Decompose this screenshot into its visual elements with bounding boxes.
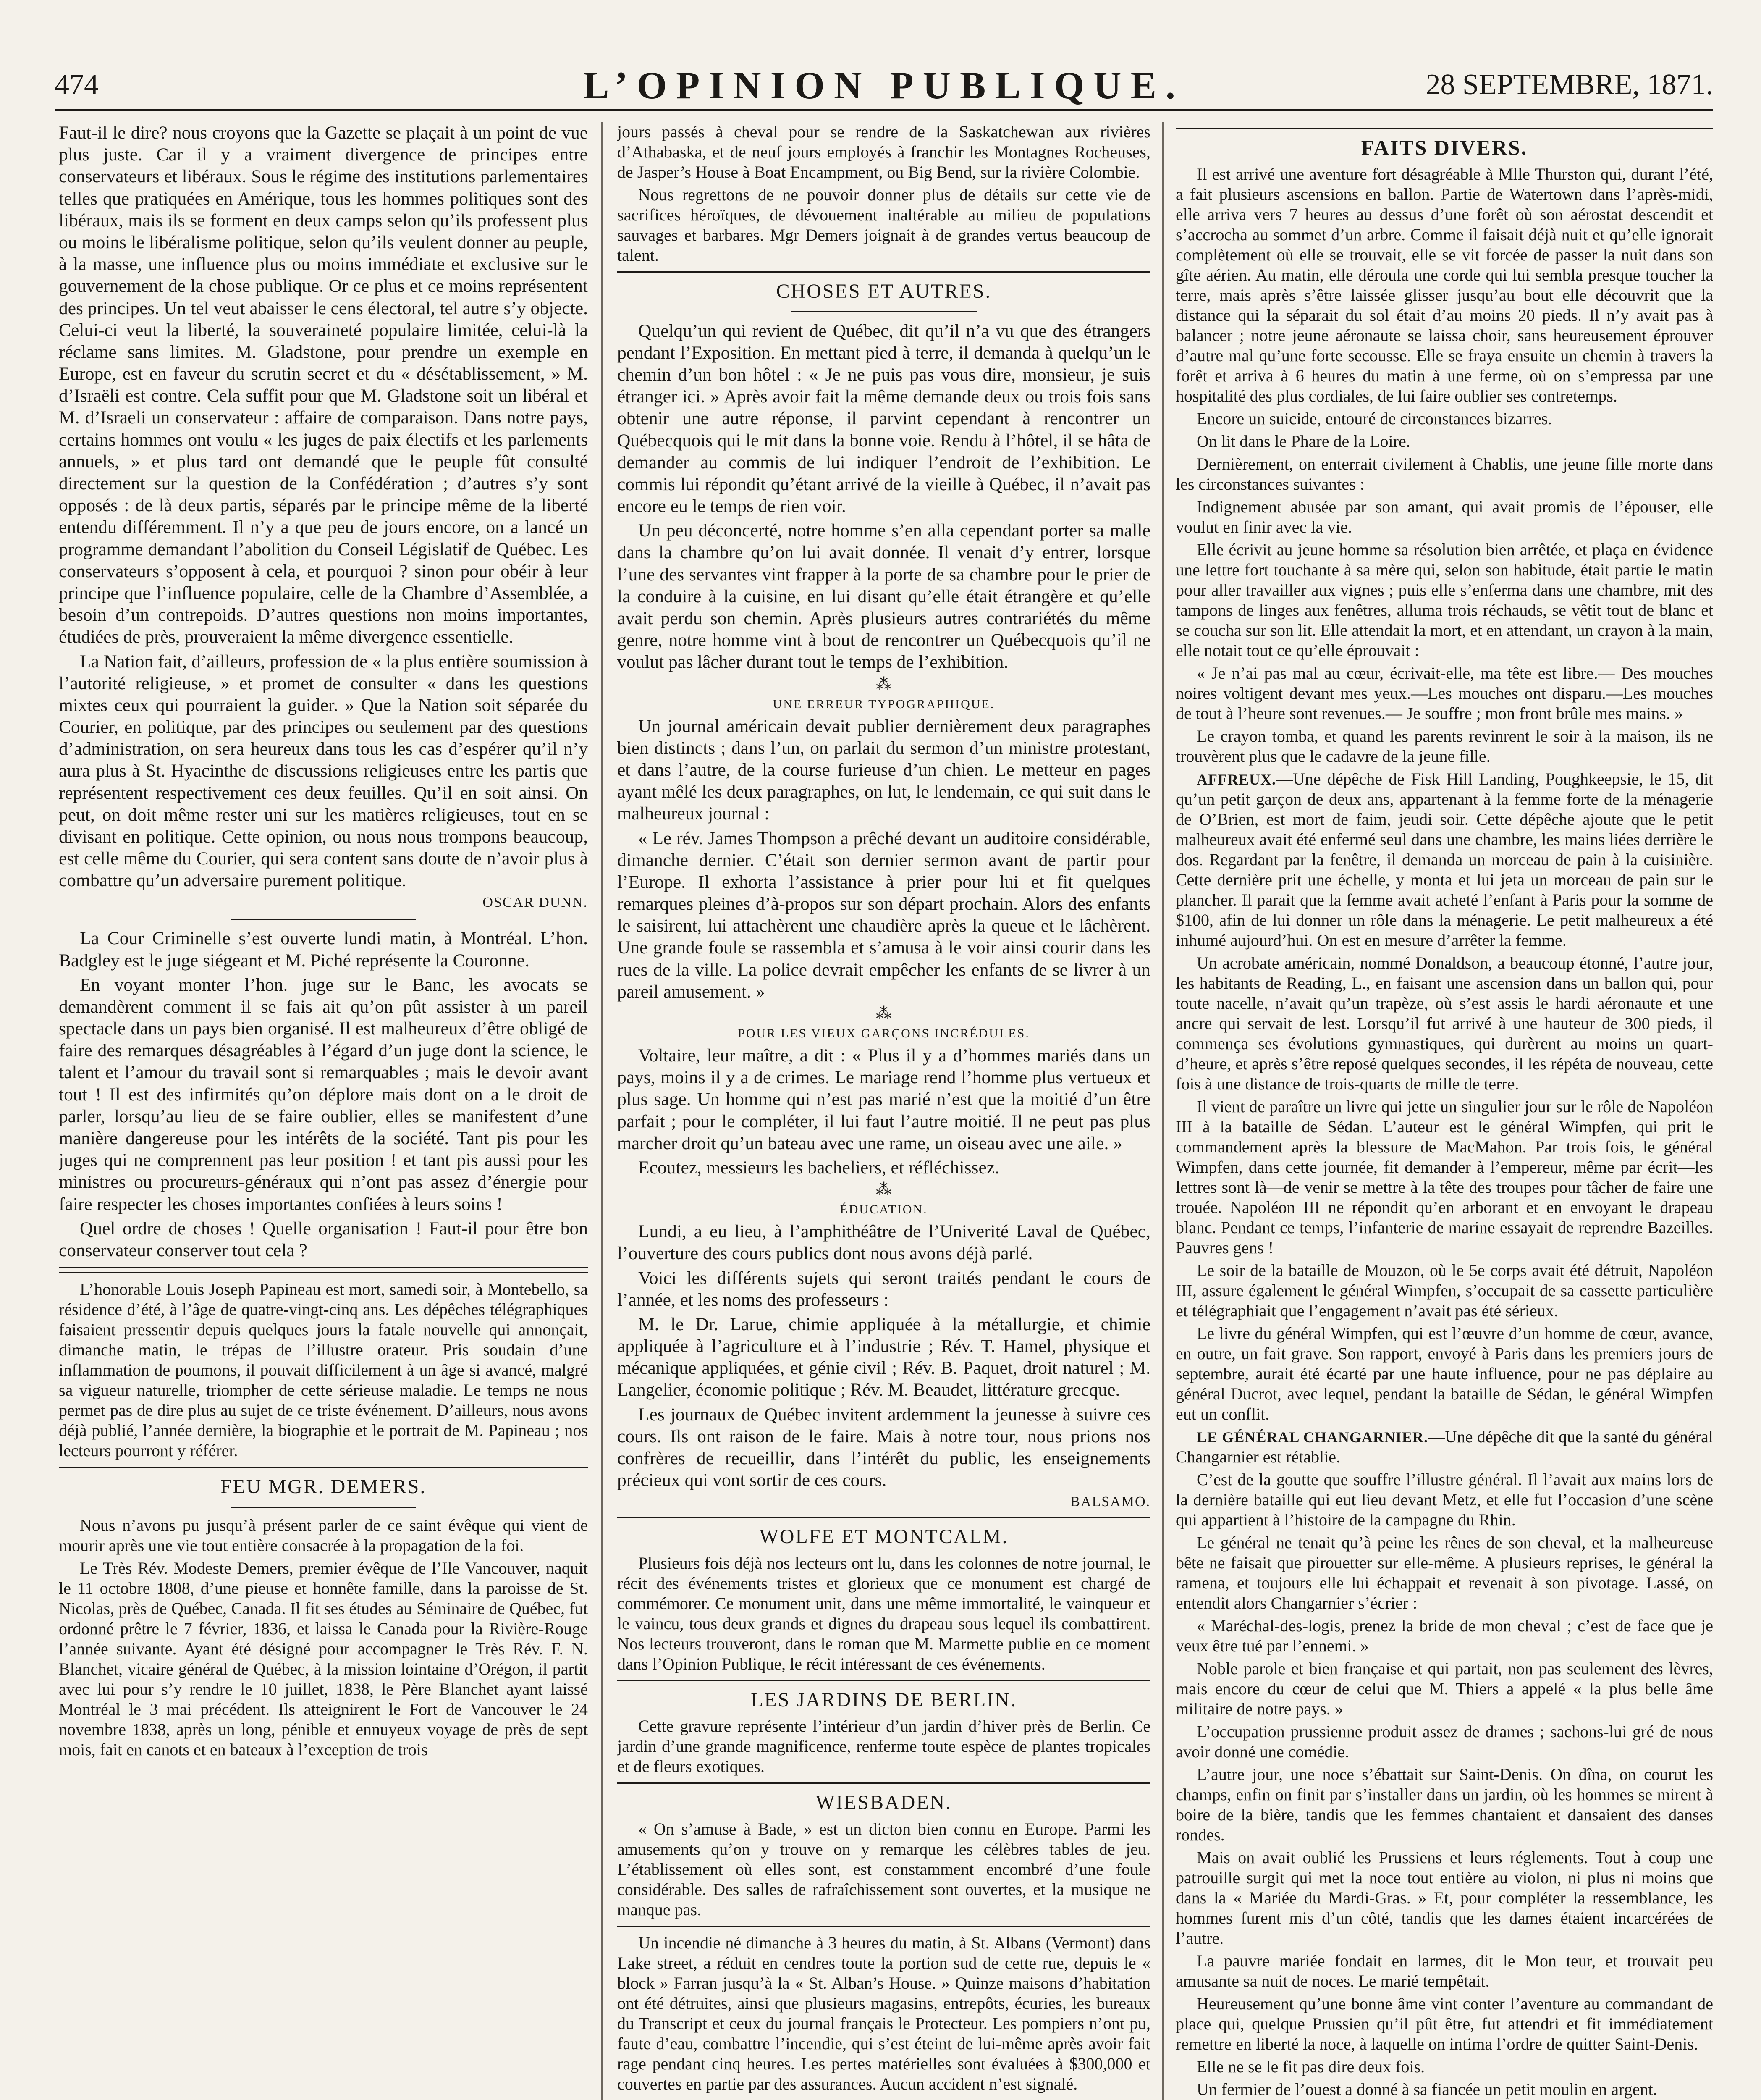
article-paragraph: Dernièrement, on enterrait civilement à Chablis, une jeune fille morte dans les circonstances suivantes :	[1176, 454, 1713, 494]
article-paragraph: Un peu déconcerté, notre homme s’en alla cependant porter sa malle dans la chambre qu’on lui avait donnée. Il venait d’y entrer, lorsque l’une des servantes vint frapper à la porte de sa chambre pour le prier de la conduire à la cuisine, en lui disant qu’elle était étrangère et qu’elle avait perdu son chemin. Après plusieurs autres contrariétés du même genre, notre homme vint à bout de rencontrer un Québecquois qu’il ne voulut pas lâcher durant tout le temps de l’exhibition.	[617, 520, 1150, 672]
article-paragraph: Le crayon tomba, et quand les parents revinrent le soir à la maison, ils ne trouvèrent plus que le cadavre de la jeune fille.	[1176, 727, 1713, 766]
article-paragraph: C’est de la goutte que souffre l’illustre général. Il l’avait aux mains lors de la dernière bataille qui eut lieu devant Metz, et elle fut l’occasion d’une scène qui appartient à l’histoire de la campagne du Rhin.	[1176, 1470, 1713, 1529]
masthead	[55, 63, 1713, 111]
page-number: 474	[55, 68, 99, 101]
article-paragraph: Nous n’avons pu jusqu’à présent parler de ce saint évêque qui vient de mourir après une vie tout entière consacrée à la propagation de la foi.	[59, 1515, 588, 1555]
section-heading: CHOSES ET AUTRES.	[776, 280, 992, 302]
separator	[617, 271, 1150, 273]
article-paragraph: Un acrobate américain, nommé Donaldson, a beaucoup étonné, l’autre jour, les habitants de Reading, L., en faisant une ascension dans un ballon qui, pour toute nacelle, n’avait qu’un trapèze, où s’est assis le hardi aéronaute et une ancre qui servait de lest. Lorsqu’il fut arrivé à une hauteur de 300 pieds, il commença ses évolutions gymnastiques, qui durèrent au moins un quart-d’heure, et après s’être reposé quelques secondes, il les répéta de nouveau, cette fois à une distance de trois-quarts de mille de terre.	[1176, 953, 1713, 1093]
section-heading: FAITS DIVERS.	[1361, 136, 1528, 159]
article-paragraph	[1176, 769, 1713, 950]
article-paragraph: La Nation fait, d’ailleurs, profession de « la plus entière soumission à l’autorité religieuse, » et promet de consulter « dans les questions mixtes ceux qui pourraient la guider. » Que la Nation soit séparée du Courier, en politique, par des principes ou seulement par des questions d’administration, on sera heureux dans tous les cas d’espérer qu’il n’y aura plus à St. Hyacinthe de discussions religieuses entre les partis que représentent respectivement ces deux feuilles. Qu’il en soit ainsi. On peut, on doit même rester uni sur les matières religieuses, tout en se divisant en politique. Cette opinion, ou nous nous trompons beaucoup, est celle même du Courier, qui sera content sans doute de n’avoir plus à combattre qu’un adversaire purement politique.	[59, 651, 588, 891]
article-paragraph: Les journaux de Québec invitent ardemment la jeunesse à suivre ces cours. Ils ont raison de le faire. Mais à notre tour, nous prions nos confrères de recueillir, dans l’intérêt du public, les enseignements précieux qui vont sortir de ces cours.	[617, 1404, 1150, 1491]
section-heading: FEU MGR. DEMERS.	[220, 1475, 427, 1498]
column-divider	[1162, 122, 1164, 2100]
wiesbaden-article	[617, 1819, 1150, 1920]
article-paragraph: Voltaire, leur maître, a dit : « Plus il y a d’hommes mariés dans un pays, moins il y a de crimes. Le mariage rend l’homme plus vertueux et plus sage. Un homme qui n’est pas marié n’est que la moitié d’un être parfait ; pour le compléter, il lui faut l’autre moitié. Il ne peut pas plus marcher droit qu’un bateau avec une rame, un oiseau avec une aile. »	[617, 1045, 1150, 1153]
item-text: —Une dépêche dit que la santé du général Changarnier est rétablie.	[1176, 1427, 1713, 1466]
article-paragraph: L’honorable Louis Joseph Papineau est mort, samedi soir, à Montebello, sa résidence d’été, à l’âge de quatre-vingt-cinq ans. Les dépêches télégraphiques faisaient pressentir depuis quelques jours la fatale nouvelle qui annonçait, dimanche matin, le trépas de l’illustre orateur. Pris soudain d’une inflammation de poumons, il pouvait difficilement à un âge si avancé, malgré sa vigueur naturelle, triompher de cette sérieuse maladie. Le temps ne nous permet pas de dire plus au sujet de ce triste événement. D’ailleurs, nous avons déjà publié, l’année dernière, la biographie et le portrait de M. Papineau ; nos lecteurs pourront y référer.	[59, 1280, 588, 1460]
article-paragraph: Le livre du général Wimpfen, qui est l’œuvre d’un homme de cœur, avance, en outre, un fait grave. Son rapport, envoyé à Paris dans les premiers jours de septembre, aurait été écarté par une haute influence, pour ne pas déplaire au général Ducrot, avec lequel, pendant la bataille de Sédan, le général Wimpfen eut un conflit.	[1176, 1324, 1713, 1423]
separator	[231, 1507, 416, 1508]
article-signature: BALSAMO.	[1070, 1494, 1150, 1510]
section-heading: LES JARDINS DE BERLIN.	[750, 1688, 1017, 1711]
separator	[231, 919, 416, 920]
article-paragraph: jours passés à cheval pour se rendre de la Saskatchewan aux rivières d’Athabaska, et de neuf jours employés à franchir les Montagnes Rocheuses, de Jasper’s House à Boat Encampment, ou Big Bend, sur la rivière Colombie.	[617, 122, 1150, 181]
faits-divers	[1176, 164, 1713, 2100]
article-paragraph: Cette gravure représente l’intérieur d’un jardin d’hiver près de Berlin. Ce jardin d’une grande magnificence, renferme toute espèce de plantes tropicales et de fleurs exotiques.	[617, 1717, 1150, 1776]
article-paragraph: « Le rév. James Thompson a prêché devant un auditoire considérable, dimanche dernier. C’était son dernier sermon avant de partir pour l’Europe. Il exhorta l’assistance à prier pour lui et fit quelques remarques pleines d’à-propos sur son départ prochain. Alors des enfants le saisirent, lui attachèrent une chaudière après la queue et le lâchèrent. Une grande foule se rassembla et s’amusa à le voir ainsi courir dans les rues de la ville. La police devrait empêcher les enfants de se livrer à un pareil amusement. »	[617, 828, 1150, 1002]
article-paragraph: M. le Dr. Larue, chimie appliquée à la métallurgie, et chimie appliquée à l’agriculture et à l’industrie ; Rév. T. Hamel, physique et mécanique appliquées, et génie civil ; Rév. B. Paquet, droit naturel ; M. Langelier, économie politique ; Rév. M. Beaudet, littérature grecque.	[617, 1314, 1150, 1400]
separator	[1176, 128, 1713, 129]
demers-article	[59, 1515, 588, 1760]
column-divider	[601, 122, 603, 2100]
separator	[617, 1782, 1150, 1784]
column-2	[617, 122, 1150, 2100]
article-paragraph: Heureusement qu’une bonne âme vint conter l’aventure au commandant de place qui, quelque Prussien qu’il pût être, fut attendri et fit immédiatement remettre en liberté la noce, à laquelle on intima l’ordre de quitter Saint-Denis.	[1176, 1994, 1713, 2053]
article-paragraph: Mais on avait oublié les Prussiens et leurs réglements. Tout à coup une patrouille surgit qui met la noce tout entière au violon, ni plus ni moins que dans la « Mariée du Mardi-Gras. » Et, pour compléter la ressemblance, les hommes furent mis d’un côté, tandis que les dames étaient incarcérées de l’autre.	[1176, 1848, 1713, 1948]
article-paragraph: L’autre jour, une noce s’ébattait sur Saint-Denis. On dîna, on courut les champs, enfin on finit par s’installer dans un jardin, où les hommes se mirent à boire de la bière, tandis que les femmes chantaient et dansaient des danses rondes.	[1176, 1765, 1713, 1844]
separator	[791, 311, 977, 312]
separator	[617, 1680, 1150, 1681]
section-heading: WIESBADEN.	[815, 1791, 952, 1814]
article-paragraph: Le général ne tenait qu’à peine les rênes de son cheval, et la malheureuse bête ne faisait que pirouetter sur elle-même. A plusieurs reprises, le général la ramena, et toujours elle lui échappait et revenait à son pivotage. Lassé, on entendit alors Changarnier s’écrier :	[1176, 1533, 1713, 1612]
article-paragraph: La Cour Criminelle s’est ouverte lundi matin, à Montréal. L’hon. Badgley est le juge siégeant et M. Piché représente la Couronne.	[59, 928, 588, 971]
article-paragraph: « Je n’ai pas mal au cœur, écrivait-elle, ma tête est libre.— Des mouches noires voltigent devant mes yeux.—Les mouches ont disparu.—Les mouches de tout à l’heure sont revenues.— Je souffre ; mon front brûle mes mains. »	[1176, 664, 1713, 723]
article-paragraph: Voici les différents sujets qui seront traités pendant le cours de l’année, et les noms des professeurs :	[617, 1268, 1150, 1310]
section-ornament: ⁂	[876, 1005, 892, 1023]
section-ornament: ⁂	[876, 1181, 892, 1199]
article-paragraph: Il est arrivé une aventure fort désagréable à Mlle Thurston qui, durant l’été, a fait plusieurs ascensions en ballon. Partie de Watertown dans l’après-midi, elle arriva vers 7 heures au dessus d’une forêt où son aérostat descendit et s’accrocha au sommet d’un arbre. Comme il faisait déjà nuit et qu’elle ignorait complètement où elle se trouvait, elle se vit forcée de passer la nuit dans son gîte aérien. Au matin, elle déroula une corde qui lui sembla presque toucher la terre, mais après s’être laissée glisser jusqu’au bout elle découvrit que la distance qui la séparait du sol était d’au moins 20 pieds. Il n’y avait pas à balancer ; notre jeune aéronaute se laissa choir, sans heureusement éprouver d’autre mal qu’une forte secousse. Elle se fraya ensuite un chemin à travers la forêt et arriva à 6 heures du matin à une ferme, où on s’empressa par une hospitalité des plus cordiales, de lui faire oublier ses contretemps.	[1176, 165, 1713, 405]
separator	[617, 1926, 1150, 1927]
subsection-heading: ÉDUCATION.	[840, 1202, 928, 1217]
article-paragraph: Le soir de la bataille de Mouzon, où le 5e corps avait été détruit, Napoléon III, assure également le général Wimpfen, s’occupait de sa cassette particulière et télégraphiait que l’engagement n’avait pas été sérieux.	[1176, 1261, 1713, 1320]
article-paragraph: « Maréchal-des-logis, prenez la bride de mon cheval ; c’est de face que je veux être tué par l’ennemi. »	[1176, 1616, 1713, 1655]
article-paragraph: Un fermier de l’ouest a donné à sa fiancée un petit moulin en argent.	[1197, 2080, 1657, 2099]
article-paragraph: Le Très Rév. Modeste Demers, premier évêque de l’Ile Vancouver, naquit le 11 octobre 1808, d’une pieuse et honnête famille, dans la paroisse de St. Nicolas, près de Québec, Canada. Il fit ses études au Séminaire de Québec, fut ordonné prêtre le 7 février, 1836, et laissa le Canada pour la Rivière-Rouge l’année suivante. Ayant été désigné pour accompagner le Très Rév. F. N. Blanchet, vicaire général de Québec, à la mission lointaine d’Orégon, il partit avec lui pour s’y rendre le 10 juillet, 1838, le Père Blanchet ayant laissé Montréal le 3 mai précédent. Ils atteignirent le Fort de Vancouver le 24 novembre 1838, après un long, pénible et ennuyeux voyage de près de sept mois, fait en canots et en bateaux à l’exception de trois	[59, 1558, 588, 1759]
article-paragraph: Indignement abusée par son amant, qui avait promis de l’épouser, elle voulut en finir avec la vie.	[1176, 497, 1713, 536]
newspaper-title: L’OPINION PUBLIQUE.	[583, 64, 1184, 107]
article-paragraph: Plusieurs fois déjà nos lecteurs ont lu, dans les colonnes de notre journal, le récit des événements tristes et glorieux que ce monument est chargé de commémorer. Ce monument unit, dans une même immortalité, le vainqueur et le vaincu, tous deux grands et dignes du drapeau sous lequel ils combattirent. Nos lecteurs trouveront, dans le roman que M. Marmette publie en ce moment dans l’Opinion Publique, le récit intéressant de ces événements.	[617, 1553, 1150, 1673]
incendie-article	[617, 1933, 1150, 2094]
article-paragraph: Ecoutez, messieurs les bacheliers, et réfléchissez.	[638, 1157, 999, 1178]
item-text: —Une dépêche de Fisk Hill Landing, Poughkeepsie, le 15, dit qu’un petit garçon de deux ans, appartenant à la femme forte de la ménagerie de O’Brien, est mort de faim, jeudi soir. Cette dépêche ajoute que le petit malheureux avait été enfermé seul dans une chambre, les mains liées derrière le dos. Regardant par la fenêtre, il demanda un morceau de pain à la cuisinière. Cette dernière prit une échelle, y monta et lui jeta un morceau de pain sur le plancher. Il parait que la femme avait acheté l’enfant à Paris pour la somme de $100, afin de lui donner un rôle dans la ménagerie. Le petit malheureux a été inhumé aujourd’hui. On est en mesure d’arrêter la femme.	[1176, 769, 1713, 950]
item-keyword: AFFREUX.	[1197, 771, 1276, 788]
article-paragraph	[1176, 1427, 1713, 1467]
article-paragraph: Il vient de paraître un livre qui jette un singulier jour sur le rôle de Napoléon III à la bataille de Sédan. L’auteur est le général Wimpfen, qui prit le commandement après la blessure de MacMahon. Par trois fois, le général Wimpfen, dans cette journée, fit demander à l’empereur, même par écrit—les lettres sont là—de venir se mettre à la tête des troupes pour tâcher de faire une trouée. Napoléon III ne répondit qu’en arborant et en envoyant le drapeau blanc. Pendant ce temps, l’infanterie de marine essayait de reprendre Bazeilles. Pauvres gens !	[1176, 1097, 1713, 1257]
separator	[617, 1517, 1150, 1518]
issue-date: 28 SEPTEMBRE, 1871.	[1426, 68, 1713, 101]
column-1	[59, 122, 588, 2100]
article-paragraph: La pauvre mariée fondait en larmes, dit le Mon teur, et trouvait peu amusante sa nuit de noces. Le marié tempêtait.	[1176, 1951, 1713, 1990]
article-paragraph: Noble parole et bien française et qui partait, non pas seulement des lèvres, mais encore du cœur de celui que M. Thiers a appelé « la plus belle âme militaire de notre pays. »	[1176, 1659, 1713, 1718]
jardins-article	[617, 1716, 1150, 1777]
article-paragraph: Faut-il le dire? nous croyons que la Gazette se plaçait à un point de vue plus juste. Car il y a vraiment divergence de principes entre conservateurs et libéraux. Sous le régime des institutions parlementaires telles que pratiquées en Amérique, tous les hommes politiques sont des libéraux, mais ils se forment en deux camps selon qu’ils professent plus ou moins le libéralisme politique, selon qu’ils veulent donner au peuple, à la masse, une influence plus ou moins immédiate et exclusive sur le gouvernement de la chose publique. Or ce plus et ce moins représentent des principes. Un tel veut abaisser le cens électoral, tel autre s’y objecte. Celui-ci veut la liberté, la souveraineté populaire limitée, celui-là la réclame sans limites. M. Gladstone, pour prendre un exemple en Europe, est en faveur du scrutin secret et du « désétablissement, » M. d’Israëli est contre. Cela suffit pour que M. Gladstone soit un libéral et M. d’Israeli un conservateur : affaire de comparaison. Dans notre pays, certains hommes ont voulu « les juges de paix électifs et les parlements annuels, » et plus tard ont demandé que le peuple fût consulté directement sur la question de la Confédération ; d’autres s’y sont opposés : de là deux partis, séparés par le principe même de la liberté entendu différemment. Il n’y a que peu de jours encore, on a lancé un programme demandant l’abolition du Conseil Législatif de Québec. Les conservateurs s’opposent à cela, et pourquoi ? sinon pour obéir à leur principe que l’influence populaire, celle de la Chambre d’Assemblée, a besoin d’un contrepoids. D’autres questions non moins importantes, étudiées de près, prouveraient la même divergence essentielle.	[59, 123, 588, 647]
section-ornament: ⁂	[876, 675, 892, 693]
article-signature: OSCAR DUNN.	[482, 894, 588, 910]
demers-article-continued	[617, 122, 1150, 265]
papineau-notice	[59, 1279, 588, 1461]
article-paragraph: L’occupation prussienne produit assez de drames ; sachons-lui gré de nous avoir donné une comédie.	[1176, 1722, 1713, 1761]
column-3	[1176, 122, 1713, 2100]
separator	[59, 1467, 588, 1468]
subsection-heading: POUR LES VIEUX GARÇONS INCRÉDULES.	[738, 1026, 1030, 1041]
article-paragraph: Quel ordre de choses ! Quelle organisation ! Faut-il pour être bon conservateur conserver tout cela ?	[59, 1218, 588, 1260]
article-paragraph: On lit dans le Phare de la Loire.	[1197, 432, 1410, 451]
article-paragraph: Nous regrettons de ne pouvoir donner plus de détails sur cette vie de sacrifices héroïques, de dévouement inaltérable au milieu de populations sauvages et barbares. Mgr Demers joignait à de grandes vertus beaucoup de talent.	[617, 185, 1150, 265]
article-paragraph: Lundi, a eu lieu, à l’amphithéâtre de l’Univerité Laval de Québec, l’ouverture des cours publics dont nous avons déjà parlé.	[617, 1221, 1150, 1264]
article-paragraph: Elle ne se le fit pas dire deux fois.	[1197, 2057, 1425, 2076]
section-heading: WOLFE ET MONTCALM.	[759, 1525, 1009, 1548]
article-paragraph: Elle écrivit au jeune homme sa résolution bien arrêtée, et plaça en évidence une lettre fort touchante à sa mère qui, selon son habitude, était partie le matin pour aller travailler aux vignes ; puis elle s’enferma dans une chambre, mit des tampons de linges aux fenêtres, alluma trois réchauds, se vêtit tout de blanc et se coucha sur son lit. Elle attendait la mort, et en attendant, un crayon à la main, elle notait tout ce qu’elle éprouvait :	[1176, 540, 1713, 660]
article-paragraph: Quelqu’un qui revient de Québec, dit qu’il n’a vu que des étrangers pendant l’Exposition. En mettant pied à terre, il demanda à quelqu’un le chemin d’un bon hôtel : « Je ne puis pas vous dire, monsieur, je suis étranger ici. » Après avoir fait la même demande deux ou trois fois sans obtenir une autre réponse, il parvint cependant à rencontrer un Québecquois qui le mit dans la bonne voie. Rendu à l’hôtel, il se hâta de demander au commis de lui indiquer l’endroit de l’exhibition. Le commis lui répondit qu’étant arrivé de la vieille à Québec, il n’avait pas encore eu le temps de rien voir.	[617, 320, 1150, 517]
article-paragraph: Un incendie né dimanche à 3 heures du matin, à St. Albans (Vermont) dans Lake street, a réduit en cendres toute la portion sud de cette rue, depuis le « block » Farran jusqu’à la « St. Alban’s House. » Quinze maisons d’habitation ont été détruites, ainsi que plusieurs magasins, entrepôts, écuries, les bureaux du Transcript et ceux du journal français le Protecteur. Les pompiers n’ont pu, faute d’eau, combattre l’incendie, qui s’est éteint de lui-même après avoir fait rage pendant cinq heures. Les pertes matérielles sont évaluées à $300,000 et couvertes en partie par des assurances. Aucun accident n’est signalé.	[617, 1933, 1150, 2093]
subsection-heading: UNE ERREUR TYPOGRAPHIQUE.	[773, 697, 995, 711]
wolfe-article	[617, 1553, 1150, 1674]
article-paragraph: Un journal américain devait publier dernièrement deux paragraphes bien distincts ; dans l’un, on parlait du sermon d’un ministre protestant, et dans l’autre, de la course furieuse d’un chien. Le metteur en pages ayant mêlé les deux paragraphes, on lut, le lendemain, ce qui suit dans le malheureux journal :	[617, 716, 1150, 824]
article-paragraph: « On s’amuse à Bade, » est un dicton bien connu en Europe. Parmi les amusements qu’on y trouve on y remarque les célèbres tables de jeu. L’établissement où elles sont, est constamment encombré d’une foule considérable. Des salles de rafraîchissement sont ouvertes, et la musique ne manque pas.	[617, 1819, 1150, 1919]
article-paragraph: En voyant monter l’hon. juge sur le Banc, les avocats se demandèrent comment il se fais ait qu’on pût assister à un pareil spectacle dans un pays bien organisé. Il est malheureux d’être obligé de faire des remarques désagréables à l’égard d’un juge dont la science, le talent et l’amour du travail sont si remarquables ; mais le devoir avant tout ! Il est des infirmités qu’on déplore mais dont on a le droit de parler, lorsqu’au lieu de se faire oublier, elles se manifestent d’une manière dangereuse pour les intérêts de la société. Tant pis pour les juges qui ne comprennent pas leur position ! et tant pis aussi pour les ministres ou procureurs-généraux qui n’ont pas assez d’énergie pour faire respecter les choses importantes confiées à leurs soins !	[59, 974, 588, 1214]
separator	[59, 1267, 588, 1273]
item-keyword: LE GÉNÉRAL CHANGARNIER.	[1197, 1429, 1428, 1446]
article-paragraph: Encore un suicide, entouré de circonstances bizarres.	[1197, 409, 1552, 428]
